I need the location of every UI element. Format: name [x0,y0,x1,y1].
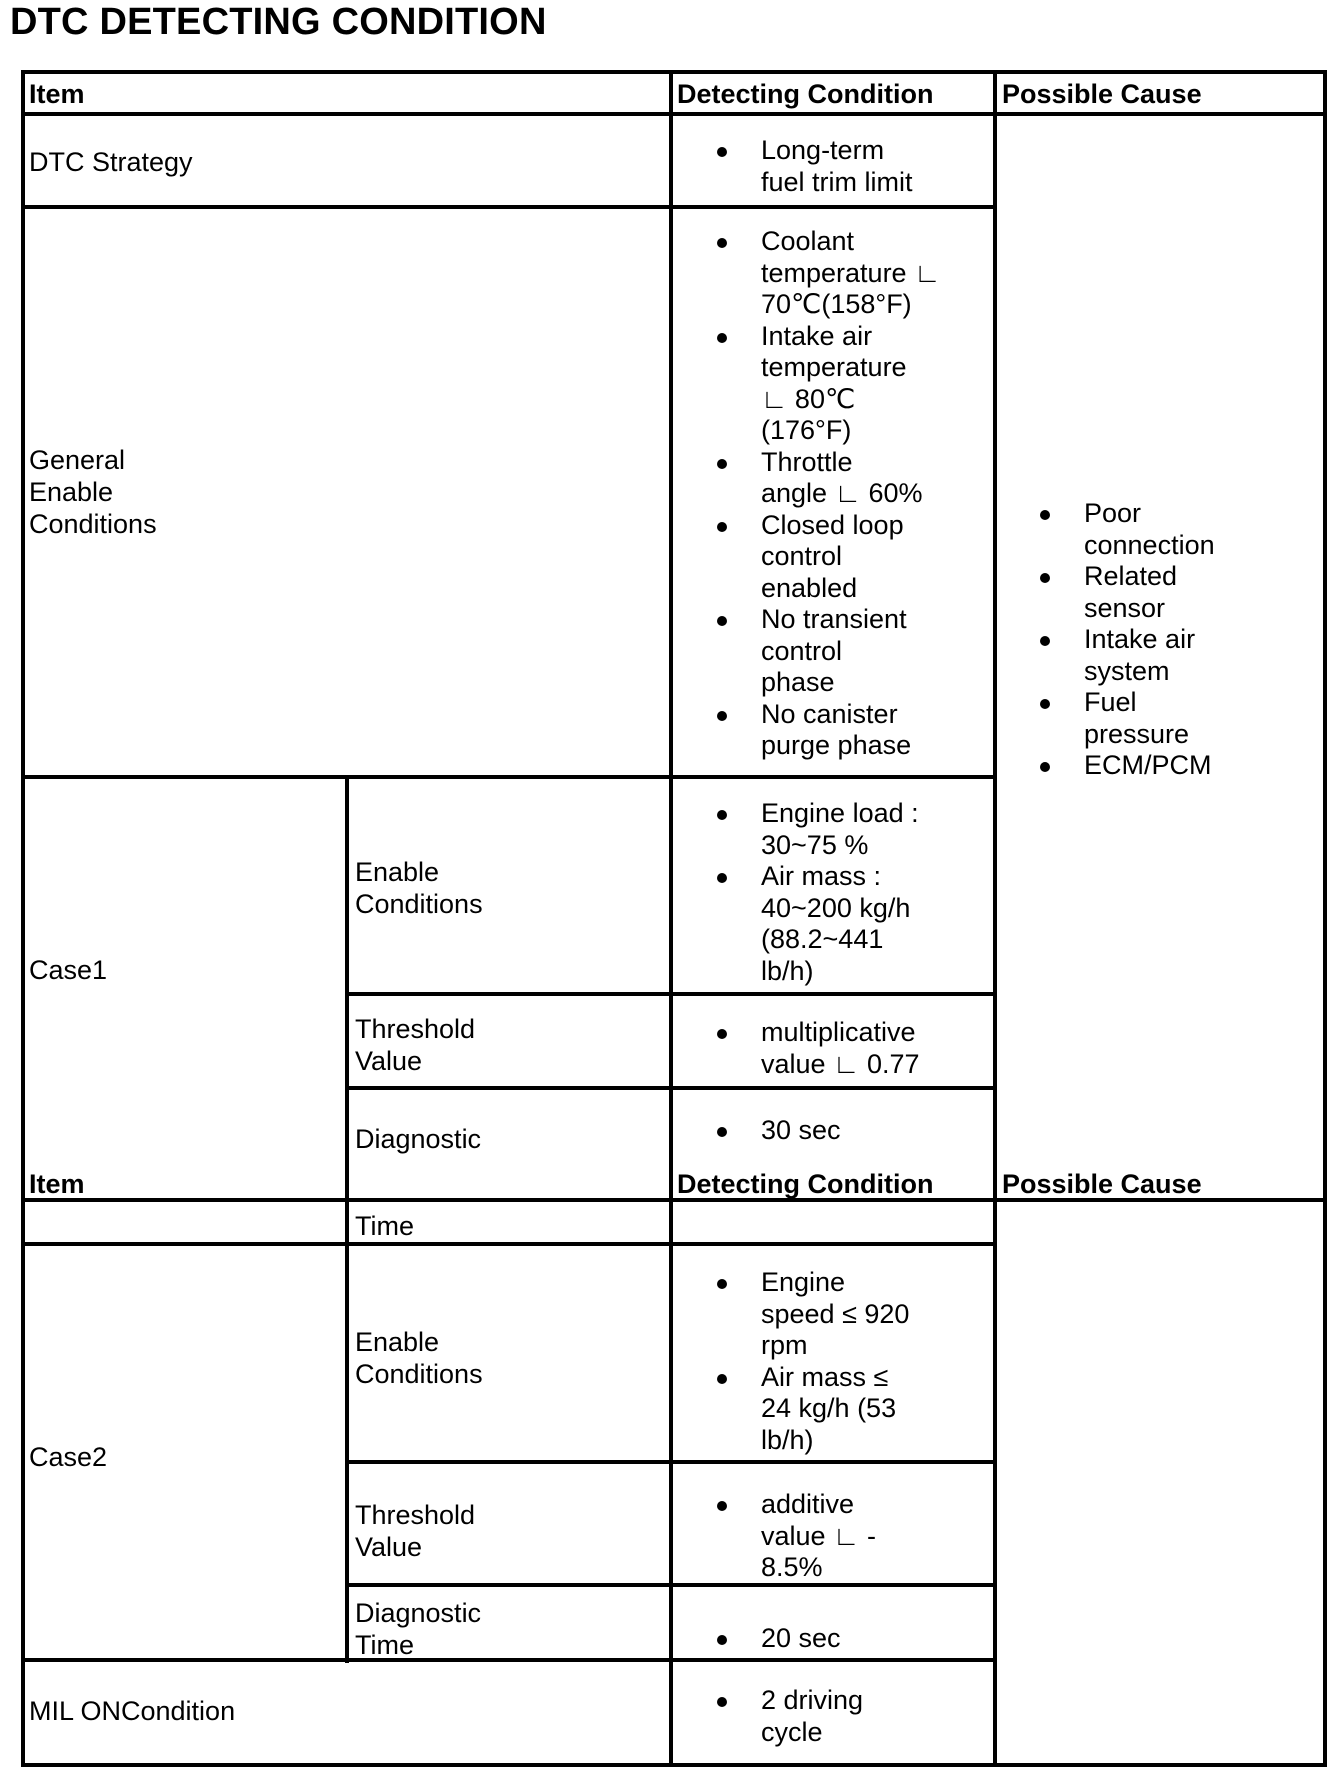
rule [21,1242,997,1246]
list-item: Intake air temperature ∟ 80℃ (176°F) [717,321,941,447]
rule [21,1658,997,1662]
case2-diagnostic-time [717,1623,841,1655]
list-item: Throttle angle ∟ 60% [717,447,941,510]
list-item: ECM/PCM [1040,750,1215,782]
page-title: DTC DETECTING CONDITION [10,1,547,43]
case1-diagnostic-time [717,1115,841,1147]
case1-threshold-conditions [717,1017,920,1080]
list-item: Fuel pressure [1040,687,1215,750]
case1-diagnostic-label-cont: Time [355,1211,414,1241]
list-item: Coolant temperature ∟ 70℃(158°F) [717,226,941,321]
rule [21,112,1327,116]
list-item: Air mass : 40~200 kg/h (88.2~441 lb/h) [717,861,919,987]
list-item: multiplicative value ∟ 0.77 [717,1017,920,1080]
list-item: Engine speed ≤ 920 rpm [717,1267,909,1362]
case1-enable-label: Enable Conditions [355,857,483,919]
list-item: additive value ∟ - 8.5% [717,1489,876,1584]
case1-label: Case1 [29,955,108,985]
dtc-table [21,70,1327,1767]
list-item: Air mass ≤ 24 kg/h (53 lb/h) [717,1362,909,1457]
list-item: Intake air system [1040,624,1215,687]
header-possible-cause-repeat: Possible Cause [1002,1169,1202,1199]
list-item: No transient control phase [717,604,941,699]
case2-threshold-label: Threshold Value [355,1500,476,1562]
list-item: Related sensor [1040,561,1215,624]
rule [21,205,997,209]
list-item: Poor connection [1040,498,1215,561]
header-possible-cause: Possible Cause [1002,79,1202,109]
header-detecting-condition: Detecting Condition [677,79,934,109]
header-item-repeat: Item [29,1169,85,1199]
dtc-strategy-conditions [717,135,913,198]
rule [993,70,997,1767]
case2-diagnostic-label: Diagnostic Time [355,1598,482,1660]
header-detecting-condition-repeat: Detecting Condition [677,1169,934,1199]
rule [669,70,673,1767]
rule [21,775,997,779]
list-item: No canister purge phase [717,699,941,762]
list-item: 30 sec [717,1115,841,1147]
list-item: Long-term fuel trim limit [717,135,913,198]
mil-on-conditions [717,1685,863,1748]
case1-diagnostic-label: Diagnostic [355,1124,482,1154]
list-item: Closed loop control enabled [717,510,941,605]
case2-enable-conditions [717,1267,909,1456]
header-item: Item [29,79,85,109]
list-item: Engine load : 30~75 % [717,798,919,861]
general-enable-conditions [717,226,941,762]
case2-enable-label: Enable Conditions [355,1327,483,1389]
mil-on-condition-label: MIL ONCondition [29,1696,236,1726]
dtc-strategy-label: DTC Strategy [29,147,193,177]
general-enable-label: General Enable Conditions [29,445,157,539]
case1-threshold-label: Threshold Value [355,1014,476,1076]
list-item: 20 sec [717,1623,841,1655]
possible-causes-list [1040,498,1215,782]
case2-threshold-conditions [717,1489,876,1584]
list-item: 2 driving cycle [717,1685,863,1748]
rule [345,775,349,1663]
case1-enable-conditions [717,798,919,987]
case2-label: Case2 [29,1442,108,1472]
